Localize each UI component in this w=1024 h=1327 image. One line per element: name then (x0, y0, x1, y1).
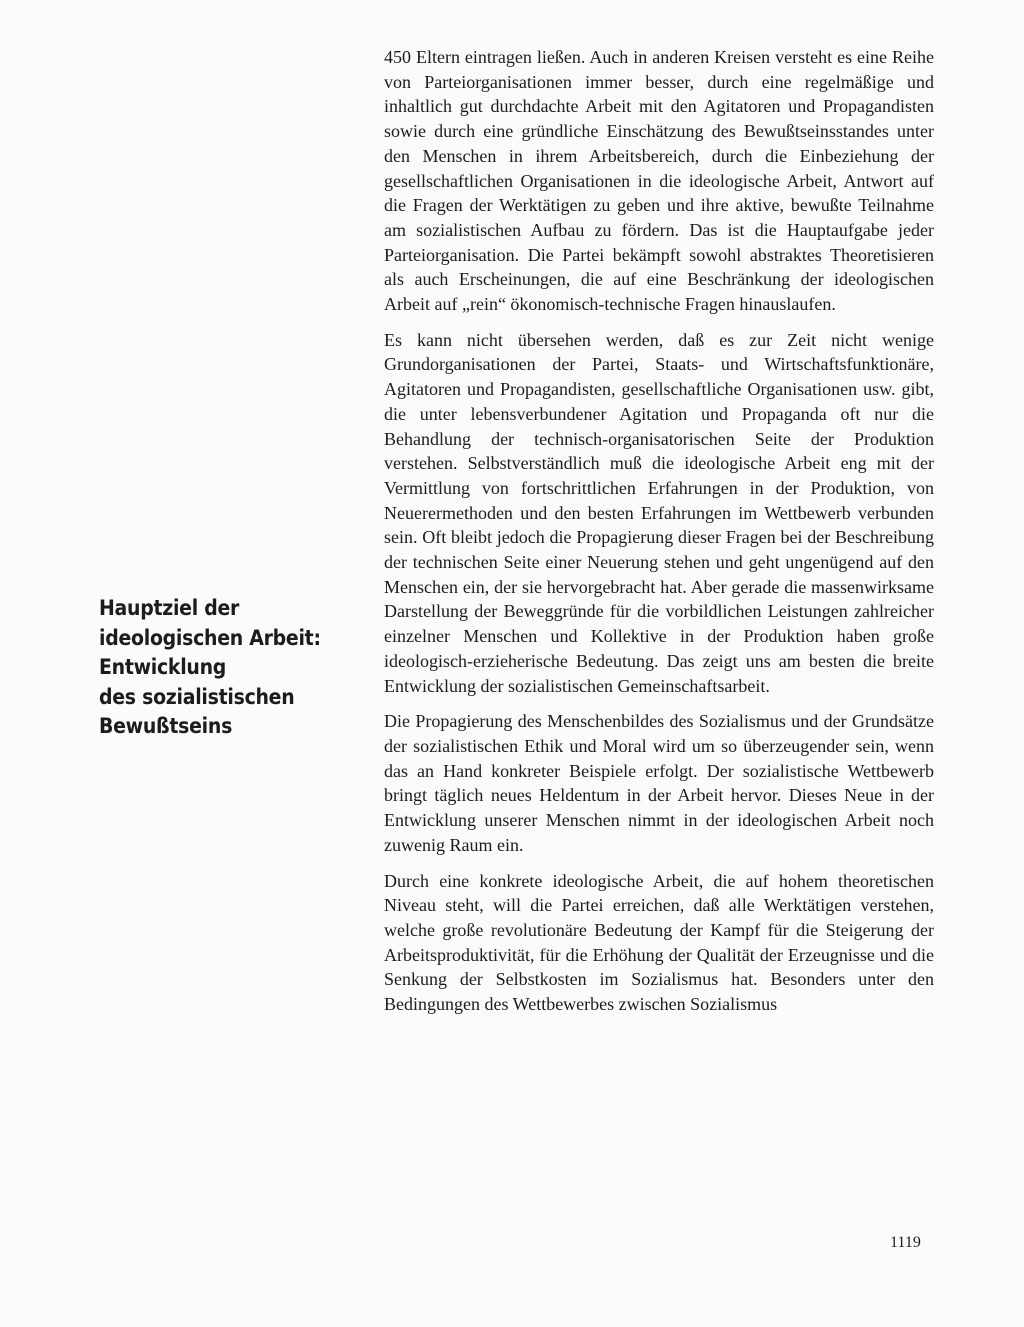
heading-line: Entwicklung (99, 655, 227, 679)
heading-line: des sozialistischen (99, 684, 295, 709)
paragraph: Es kann nicht übersehen werden, daß es zur Zeit nicht wenige Grundorganisationen der Partei, Staats- und Wirtschaftsfunktionäre, Agitatoren und Propagandisten, gesellschaftliche Organisationen usw. gibt, die unter lebensverbundener Agitation und Propaganda oft nur die Behandlung der technisch-organisatorischen Seite der Produktion verstehen. Selbstverständlich muß die ideologische Arbeit eng mit der Vermittlung von fortschrittlichen Erfahrungen in der Produktion, von Neuerermethoden und den besten Erfahrungen im Wettbewerb verbunden sein. Oft bleibt jedoch die Propagierung dieser Fragen bei der Beschreibung der technischen Seite einer Neuerung stehen und geht ungenügend auf den Menschen ein, der sie hervorgebracht hat. Aber gerade die massenwirksame Darstellung der Beweggründe für die vorbildlichen Leistungen zahlreicher einzelner Menschen und Kollektive in der Produktion haben große ideologisch-erzieherische Bedeutung. Das zeigt uns am besten die breite Entwicklung der sozialistischen Gemeinschaftsarbeit. (384, 329, 934, 696)
heading-line: ideologischen Arbeit: (99, 625, 321, 650)
paragraph: Durch eine konkrete ideologische Arbeit, die auf hohem theoretischen Niveau steht, will die Partei erreichen, daß alle Werktätigen verstehen, welche große revolutionäre Bedeutung der Kampf für die Steigerung der Arbeitsproduktivität, für die Erhöhung der Qualität der Erzeugnisse und die Senkung der Selbstkosten im Sozialismus hat. Besonders unter den Bedingungen des Wettbewerbes zwischen Sozialismus (384, 870, 934, 1015)
margin-heading (99, 594, 342, 742)
paragraph: Die Propagierung des Menschenbildes des Sozialismus und der Grundsätze der sozialistischen Ethik und Moral wird um so überzeugender sein, wenn das an Hand konkreter Beispiele erfolgt. Der sozialistische Wettbewerb bringt täglich neues Heldentum in der Arbeit hervor. Dieses Neue in der Entwicklung unserer Menschen nimmt in der ideologischen Arbeit noch zuwenig Raum ein. (384, 711, 934, 855)
heading-line: Hauptziel der (99, 596, 240, 620)
paragraph: 450 Eltern eintragen ließen. Auch in anderen Kreisen versteht es eine Reihe von Parteiorganisationen immer besser, durch eine regelmäßige und inhaltlich gut durchdachte Arbeit mit den Agitatoren und Propagandisten sowie durch eine gründliche Einschätzung des Bewußtseinsstandes unter den Menschen in ihrem Arbeitsbereich, durch die Einbeziehung der gesellschaftlichen Organisationen in die ideologische Arbeit, Antwort auf die Fragen der Werktätigen zu geben und ihre aktive, bewußte Teilnahme am sozialistischen Aufbau zu fördern. Das ist die Hauptaufgabe jeder Parteiorganisation. Die Partei bekämpft sowohl abstraktes Theoretisieren als auch Erscheinungen, die auf eine Beschränkung der ideologischen Arbeit auf „rein“ ökonomisch-technische Fragen hinauslaufen. (384, 47, 934, 315)
page-number: 1119 (890, 1234, 921, 1251)
heading-line: Bewußtseins (99, 714, 233, 738)
body-text (384, 45, 934, 1017)
